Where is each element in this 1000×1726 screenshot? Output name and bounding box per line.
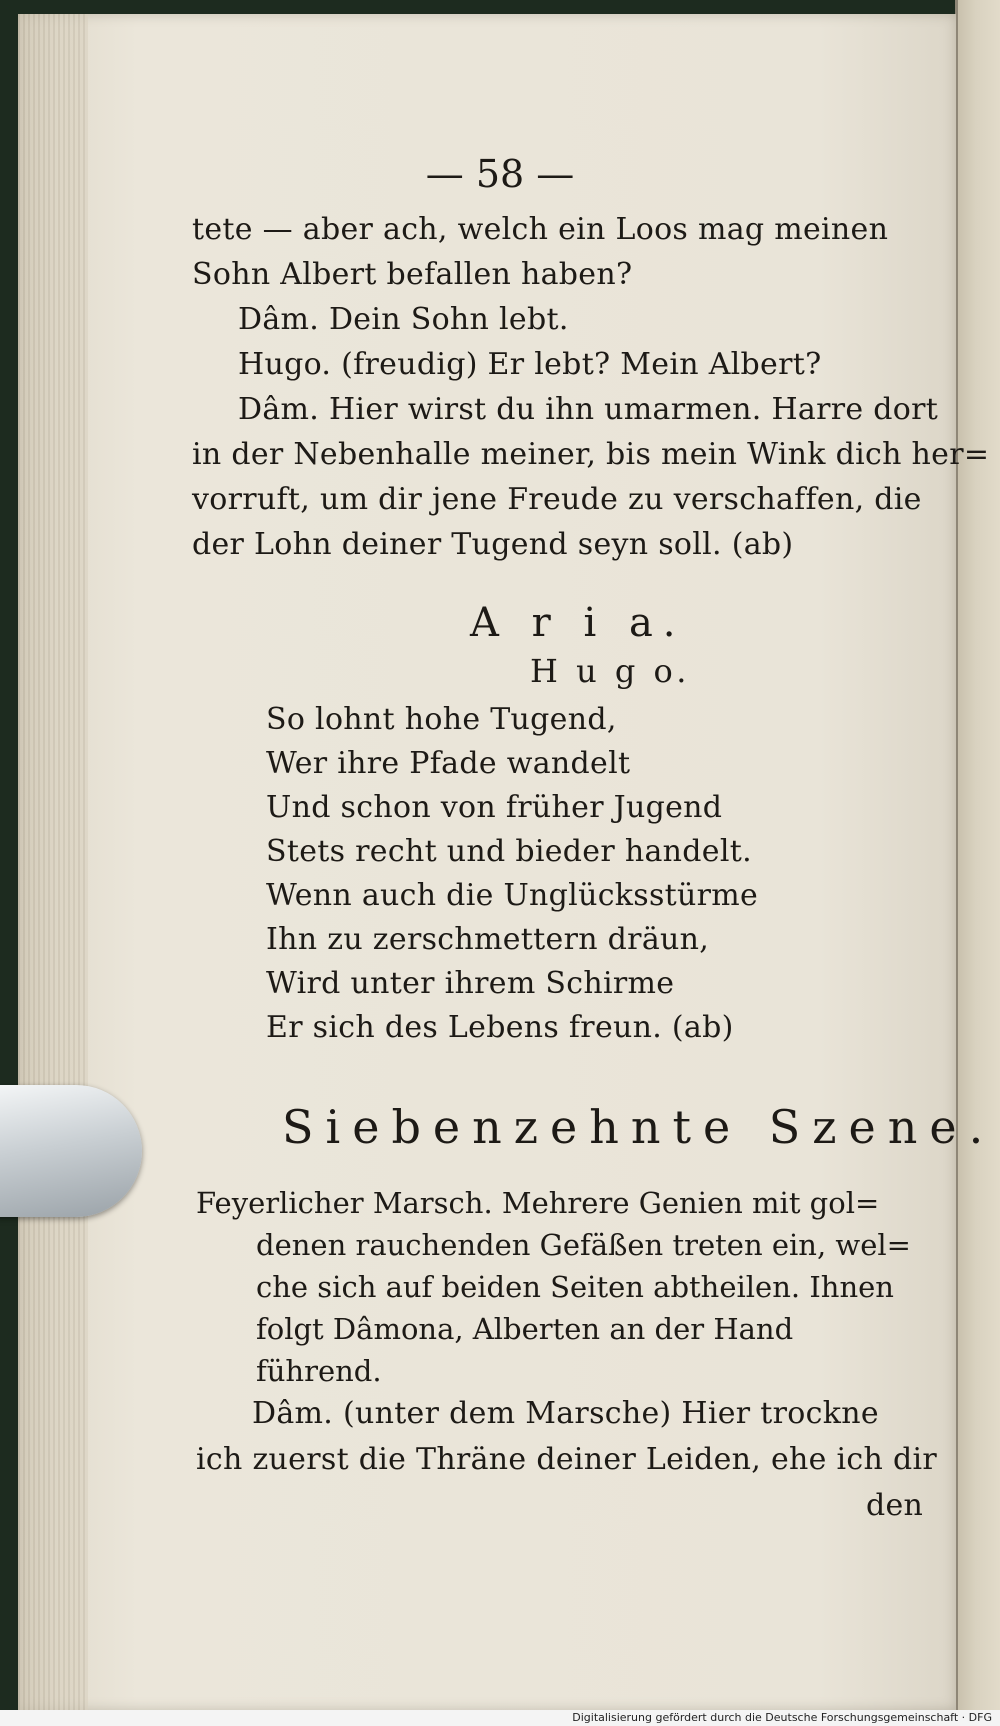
closing-line: ich zuerst die Thräne deiner Leiden, ehe ich dir bbox=[196, 1442, 938, 1477]
aria-heading: A r i a. bbox=[470, 600, 686, 646]
stage-direction-line: folgt Dâmona, Alberten an der Hand bbox=[256, 1312, 794, 1346]
page-gutter bbox=[18, 14, 88, 1710]
aria-line: Wird unter ihrem Schirme bbox=[266, 966, 675, 1001]
aria-line: Er sich des Lebens freun. (ab) bbox=[266, 1010, 734, 1045]
footer-credit: Digitalisierung gefördert durch die Deutsche Forschungsgemeinschaft · DFG bbox=[572, 1711, 992, 1724]
aria-line: Wer ihre Pfade wandelt bbox=[266, 746, 631, 781]
adjacent-page-edge bbox=[955, 0, 1000, 1726]
aria-line: Wenn auch die Unglücksstürme bbox=[266, 878, 759, 913]
dialogue-line: der Lohn deiner Tugend seyn soll. (ab) bbox=[192, 527, 794, 562]
aria-speaker: H u g o. bbox=[530, 652, 691, 690]
stage-direction-line: che sich auf beiden Seiten abtheilen. Ihnen bbox=[256, 1270, 894, 1304]
scene-heading: Siebenzehnte Szene. bbox=[282, 1100, 996, 1154]
aria-line: Und schon von früher Jugend bbox=[266, 790, 723, 825]
dialogue-line: Hugo. (freudig) Er lebt? Mein Albert? bbox=[238, 347, 822, 382]
aria-line: Stets recht und bieder handelt. bbox=[266, 834, 752, 869]
page-number: — 58 — bbox=[425, 152, 575, 196]
aria-line: Ihn zu zerschmettern dräun, bbox=[266, 922, 710, 957]
stage-direction-line: führend. bbox=[256, 1354, 382, 1388]
dialogue-line: Dâm. Hier wirst du ihn umarmen. Harre dort bbox=[238, 392, 939, 427]
stage-direction-line: denen rauchenden Gefäßen treten ein, wel= bbox=[256, 1228, 911, 1262]
closing-line: den bbox=[866, 1488, 924, 1523]
page-clip bbox=[0, 1085, 142, 1217]
dialogue-line: tete — aber ach, welch ein Loos mag meinen bbox=[192, 212, 889, 247]
closing-line: Dâm. (unter dem Marsche) Hier trockne bbox=[252, 1396, 879, 1431]
aria-line: So lohnt hohe Tugend, bbox=[266, 702, 617, 737]
stage-direction-line: Feyerlicher Marsch. Mehrere Genien mit gol= bbox=[196, 1186, 880, 1220]
dialogue-line: in der Nebenhalle meiner, bis mein Wink dich her= bbox=[192, 437, 990, 472]
dialogue-line: Sohn Albert befallen haben? bbox=[192, 257, 633, 292]
dialogue-line: Dâm. Dein Sohn lebt. bbox=[238, 302, 569, 337]
dialogue-line: vorruft, um dir jene Freude zu verschaffen, die bbox=[192, 482, 922, 517]
